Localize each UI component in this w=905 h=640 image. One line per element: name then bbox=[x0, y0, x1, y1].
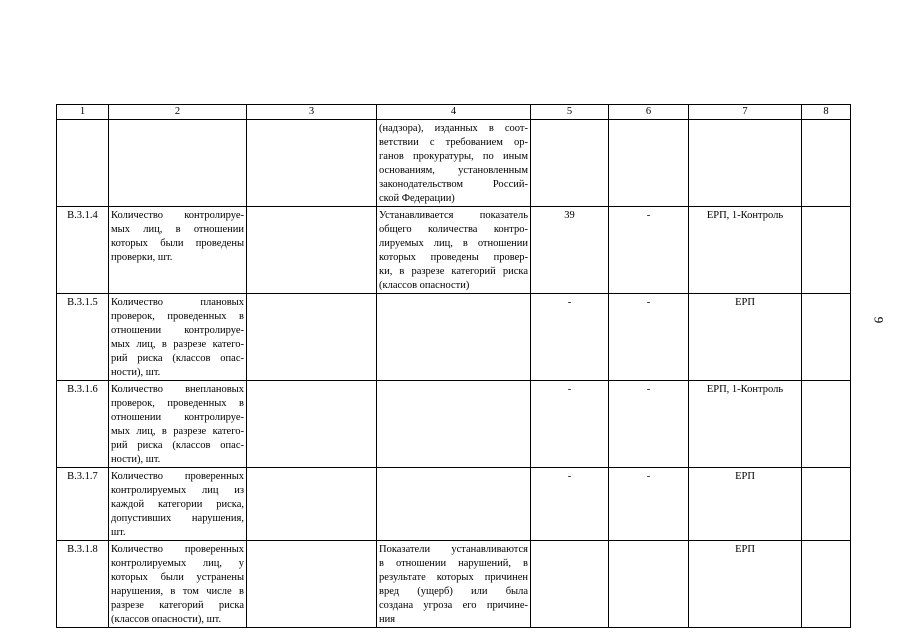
table-row bbox=[57, 541, 851, 628]
column-8-cell bbox=[802, 468, 851, 541]
indicator-code-cell: В.3.1.8 bbox=[57, 541, 109, 628]
source-cell bbox=[689, 120, 802, 207]
text-line: допустивших нарушения, bbox=[111, 513, 244, 524]
header-cell: 3 bbox=[247, 105, 377, 120]
header-cell: 1 bbox=[57, 105, 109, 120]
description-cell bbox=[377, 294, 531, 381]
text-line: шт. bbox=[111, 527, 126, 538]
description-cell bbox=[377, 468, 531, 541]
source-cell: ЕРП, 1-Контроль bbox=[689, 381, 802, 468]
column-6-cell: - bbox=[609, 468, 689, 541]
indicator-code-cell: В.3.1.4 bbox=[57, 207, 109, 294]
value-cell: - bbox=[531, 381, 609, 468]
table-row bbox=[57, 207, 851, 294]
text-line: ганов прокуратуры, по иным bbox=[379, 151, 528, 162]
text-line: Количество проверенных bbox=[111, 471, 244, 482]
column-3-cell bbox=[247, 120, 377, 207]
description-cell bbox=[377, 541, 531, 628]
indicators-table bbox=[56, 104, 851, 628]
text-line: проверок, проведенных в bbox=[111, 311, 244, 322]
text-line: контролируемых лиц из bbox=[111, 485, 244, 496]
text-line: отношении контролируе- bbox=[111, 412, 244, 423]
column-3-cell bbox=[247, 294, 377, 381]
header-cell: 6 bbox=[609, 105, 689, 120]
text-line: которых были проведены bbox=[111, 238, 244, 249]
header-cell: 8 bbox=[802, 105, 851, 120]
indicator-code-cell: В.3.1.5 bbox=[57, 294, 109, 381]
description-cell bbox=[377, 120, 531, 207]
source-cell: ЕРП, 1-Контроль bbox=[689, 207, 802, 294]
text-line: законодательством Россий- bbox=[379, 179, 528, 190]
table-row bbox=[57, 120, 851, 207]
indicator-name-cell bbox=[109, 541, 247, 628]
value-cell: - bbox=[531, 294, 609, 381]
text-line: Устанавливается показатель bbox=[379, 210, 528, 221]
text-line: разрезе категорий риска bbox=[111, 600, 244, 611]
column-6-cell bbox=[609, 541, 689, 628]
indicator-name-cell bbox=[109, 468, 247, 541]
text-line: мых лиц, в разрезе катего- bbox=[111, 426, 244, 437]
text-line: основаниям, установленным bbox=[379, 165, 528, 176]
value-cell bbox=[531, 541, 609, 628]
text-line: создана угроза его причине- bbox=[379, 600, 528, 611]
source-cell: ЕРП bbox=[689, 541, 802, 628]
header-cell: 7 bbox=[689, 105, 802, 120]
indicator-name-cell bbox=[109, 207, 247, 294]
table-row bbox=[57, 381, 851, 468]
text-line: которых были устранены bbox=[111, 572, 244, 583]
text-line: общего количества контро- bbox=[379, 224, 528, 235]
value-cell: - bbox=[531, 468, 609, 541]
value-cell bbox=[531, 120, 609, 207]
text-line: контролируемых лиц, у bbox=[111, 558, 244, 569]
text-line: вред (ущерб) или была bbox=[379, 586, 528, 597]
header-cell: 2 bbox=[109, 105, 247, 120]
text-line: каждой категории риска, bbox=[111, 499, 244, 510]
text-line: ности), шт. bbox=[111, 454, 161, 465]
text-line: нарушения, в том числе в bbox=[111, 586, 244, 597]
column-8-cell bbox=[802, 294, 851, 381]
text-line: ской Федерации) bbox=[379, 193, 455, 204]
source-cell: ЕРП bbox=[689, 294, 802, 381]
text-line: мых лиц, в разрезе катего- bbox=[111, 339, 244, 350]
table-row bbox=[57, 294, 851, 381]
text-line: (классов опасности), шт. bbox=[111, 614, 222, 625]
source-cell: ЕРП bbox=[689, 468, 802, 541]
column-6-cell: - bbox=[609, 207, 689, 294]
header-cell: 4 bbox=[377, 105, 531, 120]
column-8-cell bbox=[802, 120, 851, 207]
column-3-cell bbox=[247, 381, 377, 468]
header-cell: 5 bbox=[531, 105, 609, 120]
text-line: в отношении нарушений, в bbox=[379, 558, 528, 569]
column-3-cell bbox=[247, 207, 377, 294]
column-6-cell bbox=[609, 120, 689, 207]
indicator-code-cell: В.3.1.6 bbox=[57, 381, 109, 468]
column-6-cell: - bbox=[609, 381, 689, 468]
text-line: Количество проверенных bbox=[111, 544, 244, 555]
column-3-cell bbox=[247, 541, 377, 628]
column-8-cell bbox=[802, 207, 851, 294]
text-line: Количество плановых bbox=[111, 297, 244, 308]
indicator-name-cell bbox=[109, 381, 247, 468]
indicator-name-cell bbox=[109, 120, 247, 207]
column-3-cell bbox=[247, 468, 377, 541]
text-line: ния bbox=[379, 614, 396, 625]
text-line: ности), шт. bbox=[111, 367, 161, 378]
text-line: проверки, шт. bbox=[111, 252, 173, 263]
text-line: рий риска (классов опас- bbox=[111, 353, 244, 364]
page-number: 9 bbox=[871, 316, 887, 324]
column-6-cell: - bbox=[609, 294, 689, 381]
value-cell: 39 bbox=[531, 207, 609, 294]
column-8-cell bbox=[802, 541, 851, 628]
indicator-code-cell: В.3.1.7 bbox=[57, 468, 109, 541]
text-line: ветствии с требованием ор- bbox=[379, 137, 528, 148]
table-header-row bbox=[57, 105, 851, 120]
text-line: отношении контролируе- bbox=[111, 325, 244, 336]
description-cell bbox=[377, 381, 531, 468]
text-line: мых лиц, в отношении bbox=[111, 224, 244, 235]
text-line: (классов опасности) bbox=[379, 280, 470, 291]
indicator-code-cell bbox=[57, 120, 109, 207]
text-line: проверок, проведенных в bbox=[111, 398, 244, 409]
text-line: лируемых лиц, в отношении bbox=[379, 238, 528, 249]
text-line: (надзора), изданных в соот- bbox=[379, 123, 528, 134]
indicator-name-cell bbox=[109, 294, 247, 381]
table-row bbox=[57, 468, 851, 541]
text-line: ки, в разрезе категорий риска bbox=[379, 266, 528, 277]
text-line: Показатели устанавливаются bbox=[379, 544, 528, 555]
text-line: Количество контролируе- bbox=[111, 210, 244, 221]
column-8-cell bbox=[802, 381, 851, 468]
text-line: которых проведены провер- bbox=[379, 252, 528, 263]
text-line: результате которых причинен bbox=[379, 572, 528, 583]
description-cell bbox=[377, 207, 531, 294]
text-line: Количество внеплановых bbox=[111, 384, 244, 395]
text-line: рий риска (классов опас- bbox=[111, 440, 244, 451]
